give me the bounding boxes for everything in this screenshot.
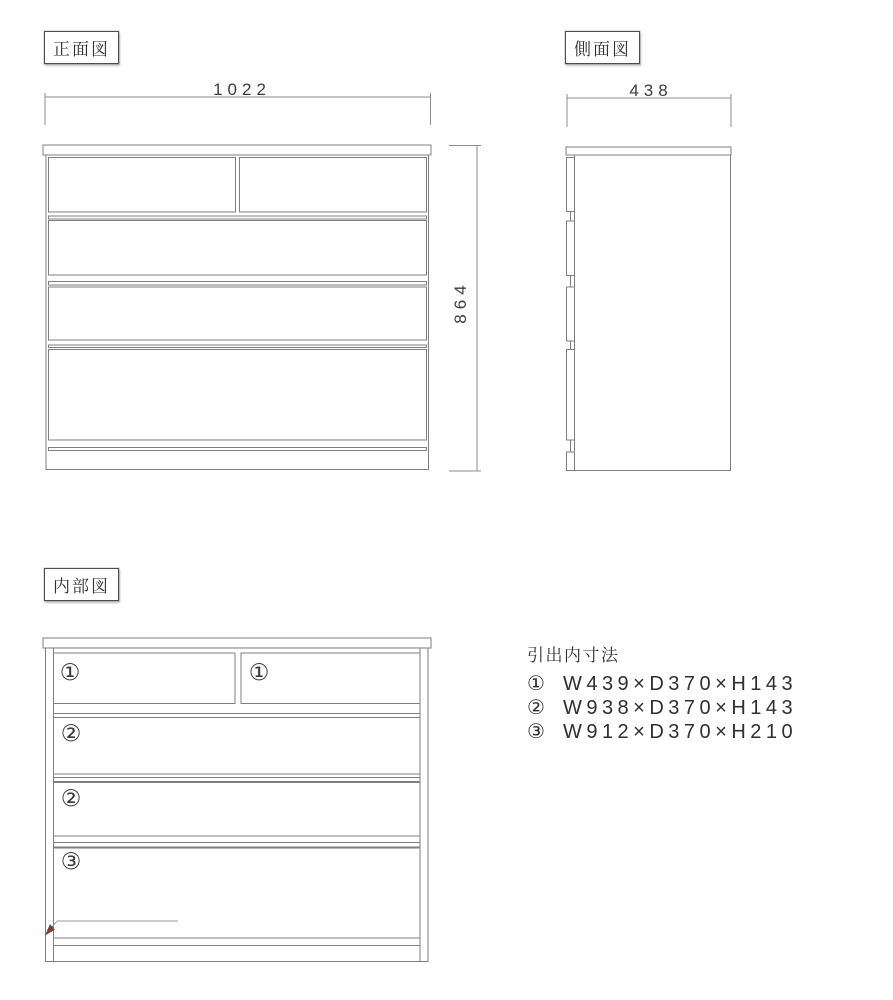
side-depth-dimension-value: 438 (629, 81, 673, 100)
legend-item-2-number: ② (527, 697, 545, 719)
interior-compartment-2 (54, 718, 421, 775)
front-drawer-gap-2 (49, 282, 427, 286)
interior-compartment-3 (54, 783, 421, 837)
side-drawer-front-3 (567, 287, 575, 341)
compartment-label-3: ② (60, 785, 82, 811)
front-drawer-gap-4 (49, 448, 427, 451)
compartment-label-4: ③ (60, 848, 82, 874)
compartment-label-2: ② (60, 720, 82, 746)
front-top-panel (43, 145, 431, 155)
legend-item-3-dimensions: W912×D370×H210 (562, 721, 798, 743)
front-width-dimension-value: 1022 (213, 80, 271, 99)
front-view-drawing (43, 145, 431, 470)
interior-shelf-1 (54, 714, 421, 718)
legend-item-3-number: ③ (527, 721, 545, 743)
front-height-dimension-line (449, 146, 481, 472)
front-view-title: 正面図 (44, 31, 119, 64)
side-base-front (567, 452, 575, 471)
side-top-panel (566, 147, 731, 155)
legend-item-1-number: ① (527, 673, 545, 695)
side-drawer-front-2 (567, 221, 575, 276)
legend-item-1-dimensions: W439×D370×H143 (562, 673, 798, 695)
front-drawer-gap-3 (49, 345, 427, 348)
side-body-outline (575, 155, 731, 471)
side-view-drawing (566, 147, 731, 471)
side-drawer-front-4 (567, 350, 575, 441)
interior-shelf-3 (54, 843, 421, 848)
interior-compartment-1-left (54, 653, 236, 704)
interior-shelf-2 (54, 778, 421, 782)
interior-compartment-4 (54, 848, 421, 938)
legend-item-2-dimensions: W938×D370×H143 (562, 697, 798, 719)
legend-title: 引出内寸法 (527, 646, 620, 665)
front-width-dimension-line (45, 93, 431, 125)
front-drawer-3 (49, 287, 427, 340)
interior-view-drawing (43, 638, 431, 962)
front-drawer-1-left (49, 158, 236, 213)
side-drawer-step-1 (571, 212, 575, 222)
side-drawer-step-2 (571, 276, 575, 288)
side-drawer-step-3 (571, 341, 575, 350)
front-drawer-1-right (240, 158, 427, 213)
interior-top-panel (43, 638, 431, 648)
side-drawer-front-1 (567, 158, 575, 212)
interior-view-title: 内部図 (44, 568, 119, 601)
side-view-title: 側面図 (565, 31, 640, 64)
side-depth-dimension-line (567, 94, 731, 127)
front-drawer-4 (49, 350, 427, 441)
compartment-label-1-right: ① (248, 659, 270, 685)
front-height-dimension-value: 864 (451, 280, 470, 324)
compartment-label-1-left: ① (59, 659, 81, 685)
side-drawer-step-4 (571, 440, 575, 452)
front-drawer-gap-1 (49, 216, 427, 219)
front-drawer-2 (49, 221, 427, 276)
